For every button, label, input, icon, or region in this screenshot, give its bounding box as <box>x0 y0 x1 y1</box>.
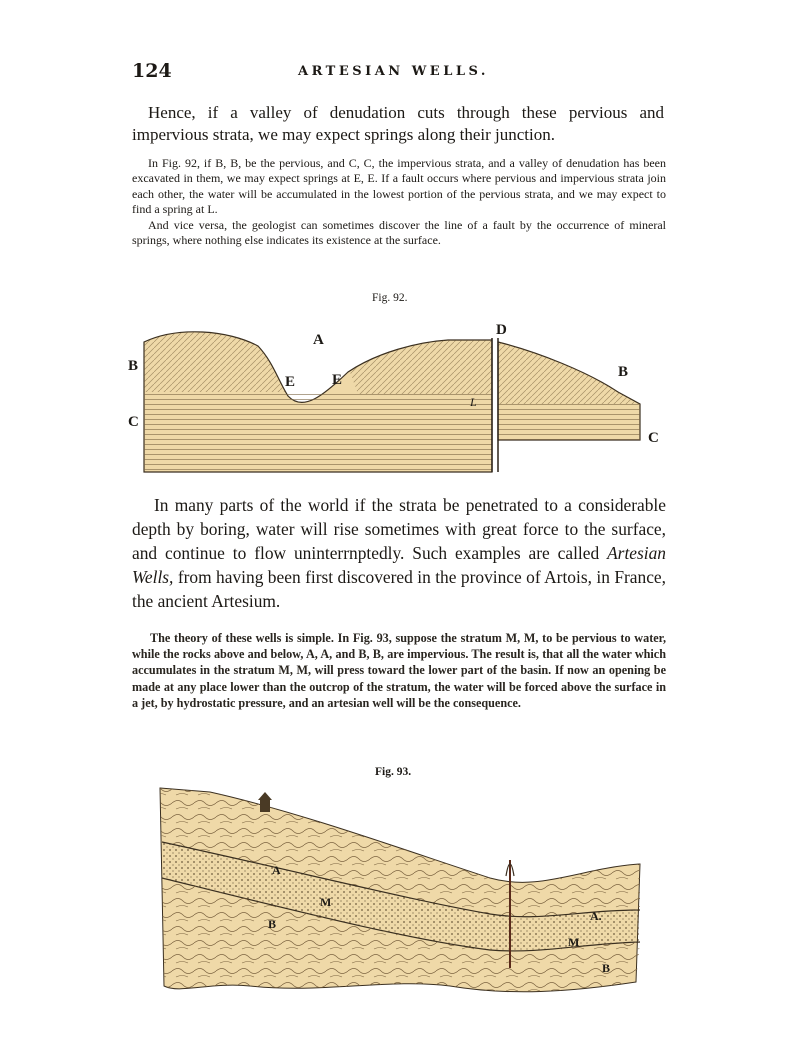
figure-93-diagram <box>150 782 650 1004</box>
label-a-right: A. <box>590 909 602 923</box>
label-c-right: C <box>648 430 659 446</box>
running-title: ARTESIAN WELLS. <box>298 64 489 79</box>
label-b-right: B <box>602 961 611 975</box>
page-number: 124 <box>132 60 172 82</box>
hilltop-building <box>260 800 270 812</box>
artesian-text-end: from having been first discovered in the province of Artois, in France, the ancient Artesium. <box>132 567 666 611</box>
label-a: A <box>313 332 324 348</box>
label-l: L <box>470 395 477 409</box>
label-b-left: B <box>128 358 139 374</box>
hilltop-roof <box>258 792 272 800</box>
label-e-right: E <box>332 372 343 388</box>
pervious-stratum-b <box>144 332 286 392</box>
figure-93-caption: Fig. 93. <box>375 766 412 778</box>
fault-notes <box>132 156 666 248</box>
pervious-stratum-b-middle <box>350 340 492 394</box>
note-paragraph: In Fig. 92, if B, B, be the pervious, and C, C, the impervious strata, and a valley of denudation has been excavated in them, we may expect springs at E, E. If a fault occurs where pervious and impervious strata join each other, the water will be accumulated in the lowest portion of the pervious strata, and we may expect to find a spring at L. <box>132 156 666 217</box>
label-b-left: B <box>268 917 277 931</box>
label-a-left: A <box>272 863 281 877</box>
intro-text: Hence, if a valley of denudation cuts through these pervious and impervious strata, we may expect springs along their junction. <box>132 103 664 144</box>
impervious-stratum-c-right <box>498 404 640 440</box>
label-m-left: M <box>320 895 332 909</box>
label-c-left: C <box>128 414 139 430</box>
label-e-left: E <box>285 374 296 390</box>
artesian-text-start: In many parts of the world if the strata be penetrated to a considerable depth by boring, water will rise sometimes with great force to the surface, and continue to flow uninterrnptedly. Such examples are called <box>132 495 666 563</box>
artesian-paragraph <box>132 493 666 613</box>
impervious-stratum-c <box>144 394 492 472</box>
intro-paragraph <box>132 102 664 146</box>
figure-92-caption: Fig. 92. <box>372 292 408 304</box>
artesian-text <box>132 493 666 613</box>
theory-text: The theory of these wells is simple. In Fig. 93, suppose the stratum M, M, to be pervious to water, while the rocks above and below, A, A, and B, B, are impervious. The result is, that all the water which accumulates in the stratum M, M, will press toward the lower part of the basin. If now an opening be made at any place lower than the outcrop of the stratum, the water will be forced above the surface in a jet, by hydrostatic pressure, and an artesian well will be the consequence. <box>132 631 666 710</box>
label-b-right: B <box>618 364 629 380</box>
note-paragraph: And vice versa, the geologist can sometimes discover the line of a fault by the occurrence of mineral springs, where nothing else indicates its existence at the surface. <box>132 217 666 248</box>
theory-paragraph <box>132 630 666 711</box>
label-d: D <box>496 322 507 338</box>
label-m-right: M <box>568 935 580 949</box>
artesian-term: Artesian Wells, <box>132 543 666 587</box>
figure-92-diagram <box>118 312 678 482</box>
